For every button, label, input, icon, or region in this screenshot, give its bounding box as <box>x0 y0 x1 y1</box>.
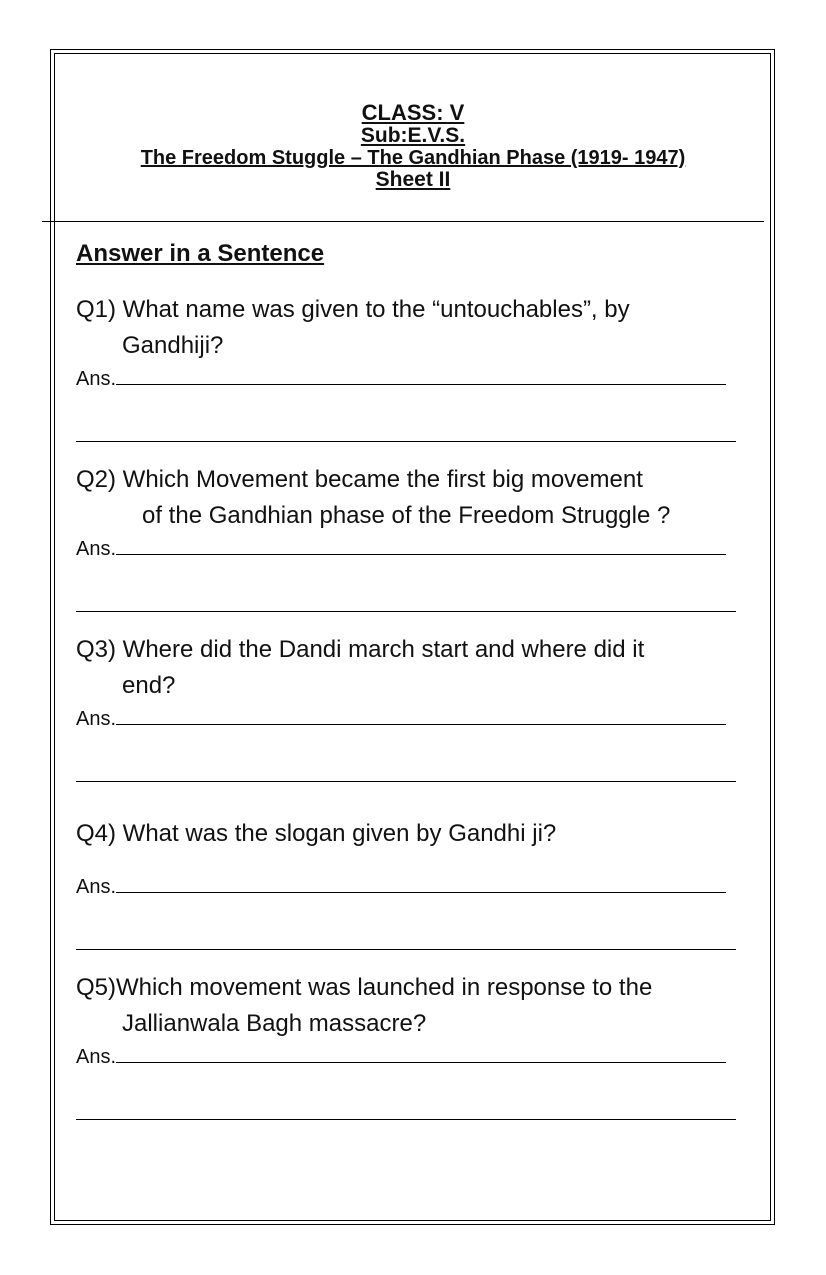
answer-5-line[interactable] <box>116 1046 726 1063</box>
question-4-line-1: Q4) What was the slogan given by Gandhi ji? <box>76 820 557 847</box>
question-1-line-2: Gandhiji? <box>122 332 224 359</box>
answer-3-label: Ans. <box>76 708 117 730</box>
answer-4 <box>76 876 726 899</box>
answer-2 <box>76 538 726 561</box>
answer-1-label: Ans. <box>76 368 117 390</box>
answer-1-line[interactable] <box>116 368 726 385</box>
question-3 <box>76 632 736 704</box>
sheet-label: Sheet II <box>375 168 451 191</box>
answer-2-line[interactable] <box>116 538 726 555</box>
question-1-line-1: Q1) What name was given to the “untouchables”, by <box>76 296 630 323</box>
question-5-line-1: Q5)Which movement was launched in response to the <box>76 974 653 1001</box>
answer-5-extra-line[interactable] <box>76 1119 736 1120</box>
worksheet-header <box>60 102 766 190</box>
header-divider <box>42 221 764 222</box>
class-label: CLASS: V <box>361 100 465 125</box>
question-2-line-1: Q2) Which Movement became the first big movement <box>76 466 643 493</box>
question-3-line-1: Q3) Where did the Dandi march start and where did it <box>76 636 645 663</box>
question-4 <box>76 816 736 852</box>
answer-4-label: Ans. <box>76 876 117 898</box>
answer-5 <box>76 1046 726 1069</box>
topic-title: The Freedom Stuggle – The Gandhian Phase (1919- 1947) <box>140 147 686 169</box>
answer-5-label: Ans. <box>76 1046 117 1068</box>
answer-3-extra-line[interactable] <box>76 781 736 782</box>
answer-2-label: Ans. <box>76 538 117 560</box>
subject-label: Sub:E.V.S. <box>360 124 466 147</box>
question-2-line-2: of the Gandhian phase of the Freedom Struggle ? <box>142 502 671 529</box>
question-5 <box>76 970 736 1042</box>
answer-2-extra-line[interactable] <box>76 611 736 612</box>
answer-4-line[interactable] <box>116 876 726 893</box>
answer-3 <box>76 708 726 731</box>
question-5-line-2: Jallianwala Bagh massacre? <box>122 1010 427 1037</box>
question-3-line-2: end? <box>122 672 176 699</box>
answer-4-extra-line[interactable] <box>76 949 736 950</box>
answer-3-line[interactable] <box>116 708 726 725</box>
answer-1 <box>76 368 726 391</box>
question-1 <box>76 292 736 364</box>
question-2 <box>76 462 736 534</box>
section-heading: Answer in a Sentence <box>76 240 325 267</box>
answer-1-extra-line[interactable] <box>76 441 736 442</box>
